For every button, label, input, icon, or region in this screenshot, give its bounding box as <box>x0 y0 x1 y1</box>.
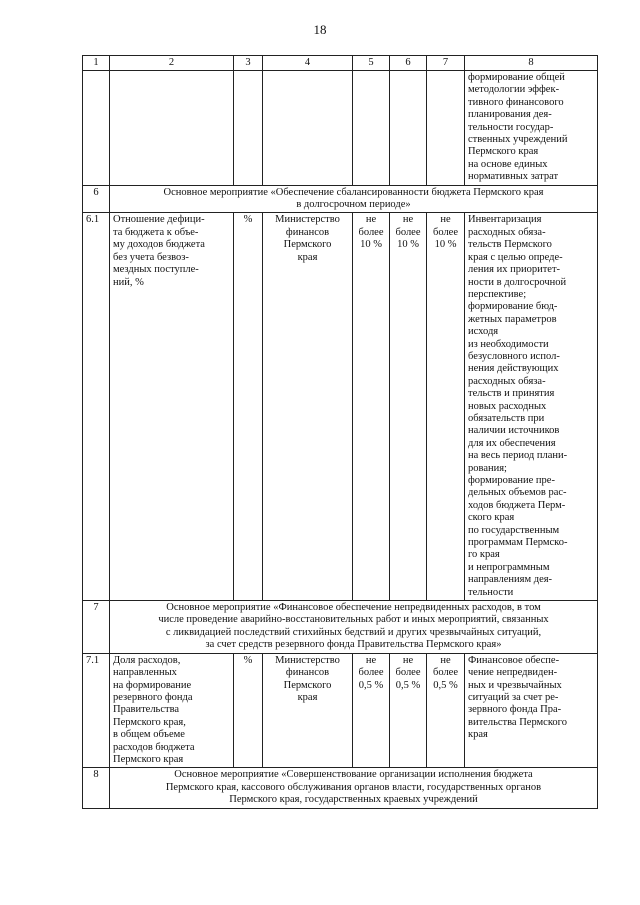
section-7-row <box>83 601 598 654</box>
indicators-table <box>82 55 598 809</box>
section-6-title: Основное мероприятие «Обеспечение сбалансированности бюджета Пермского края в долгосрочном периоде» <box>110 185 598 213</box>
section-8-number: 8 <box>83 768 110 808</box>
header-col-6: 6 <box>390 56 427 71</box>
header-col-4: 4 <box>263 56 353 71</box>
section-8-row <box>83 768 598 808</box>
header-col-5: 5 <box>353 56 390 71</box>
row-7-1-unit: % <box>234 653 263 768</box>
row-6-1-indicator: Отношение дефици- та бюджета к объе- му доходов бюджета без учета безвоз- мездных поступле- ний, % <box>110 213 234 601</box>
header-col-7: 7 <box>427 56 465 71</box>
section-6-number: 6 <box>83 185 110 213</box>
row-7-1-value-6: не более 0,5 % <box>390 653 427 768</box>
row-6-1-value-6: не более 10 % <box>390 213 427 601</box>
header-col-2: 2 <box>110 56 234 71</box>
section-7-title: Основное мероприятие «Финансовое обеспечение непредвиденных расходов, в том числе проведение аварийно-восстановительных работ и иных мероприятий, связанных с ликвидацией последствий стихийных бедствий и других чрезвычайных ситуаций, за счет средств резервного фонда Правительства Пермского края» <box>110 601 598 654</box>
row-7-1-responsible: Министерство финансов Пермского края <box>263 653 353 768</box>
header-col-1: 1 <box>83 56 110 71</box>
row-6-1-responsible: Министерство финансов Пермского края <box>263 213 353 601</box>
row-6-1-value-7: не более 10 % <box>427 213 465 601</box>
row-7-1-measures: Финансовое обеспе- чение непредвиден- ных и чрезвычайных ситуаций за счет ре- зервного фонда Пра- вительства Пермского края <box>465 653 598 768</box>
page-number: 18 <box>313 22 327 37</box>
header-col-3: 3 <box>234 56 263 71</box>
section-7-number: 7 <box>83 601 110 654</box>
section-6-row <box>83 185 598 213</box>
row-7-1-value-5: не более 0,5 % <box>353 653 390 768</box>
row-7-1-value-7: не более 0,5 % <box>427 653 465 768</box>
row-6-1-number: 6.1 <box>83 213 110 601</box>
header-row <box>83 56 598 71</box>
row-6-1 <box>83 213 598 601</box>
continuation-row <box>83 71 598 186</box>
row-6-1-unit: % <box>234 213 263 601</box>
header-col-8: 8 <box>465 56 598 71</box>
section-8-title: Основное мероприятие «Совершенствование организации исполнения бюджета Пермского края, кассового обслуживания органов власти, государственных органов Пермского края, государственных краевых учреждений <box>110 768 598 808</box>
row-7-1-number: 7.1 <box>83 653 110 768</box>
row-7-1 <box>83 653 598 768</box>
continuation-measures: формирование общей методологии эффек- тивного финансового планирования дея- тельности государ- ственных учреждений Пермского края на основе единых нормативных затрат <box>465 71 598 186</box>
row-6-1-measures: Инвентаризация расходных обяза- тельств Пермского края с целью опреде- ления их приоритет- ности в долгосрочной перспективе; формирование бюд- жетных параметров исходя из необходимости безусловного испол- нения действующих расходных обяза- тельств и принятия новых расходных обязательств при наличии источников для их обеспечения на весь период плани- рования; формирование пре- дельных объемов рас- ходов бюджета Перм- ского края по государственным программам Пермско- го края и непрограммным направлениям дея- тельности <box>465 213 598 601</box>
row-6-1-value-5: не более 10 % <box>353 213 390 601</box>
row-7-1-indicator: Доля расходов, направленных на формирование резервного фонда Правительства Пермского края, в общем объеме расходов бюджета Пермского края <box>110 653 234 768</box>
